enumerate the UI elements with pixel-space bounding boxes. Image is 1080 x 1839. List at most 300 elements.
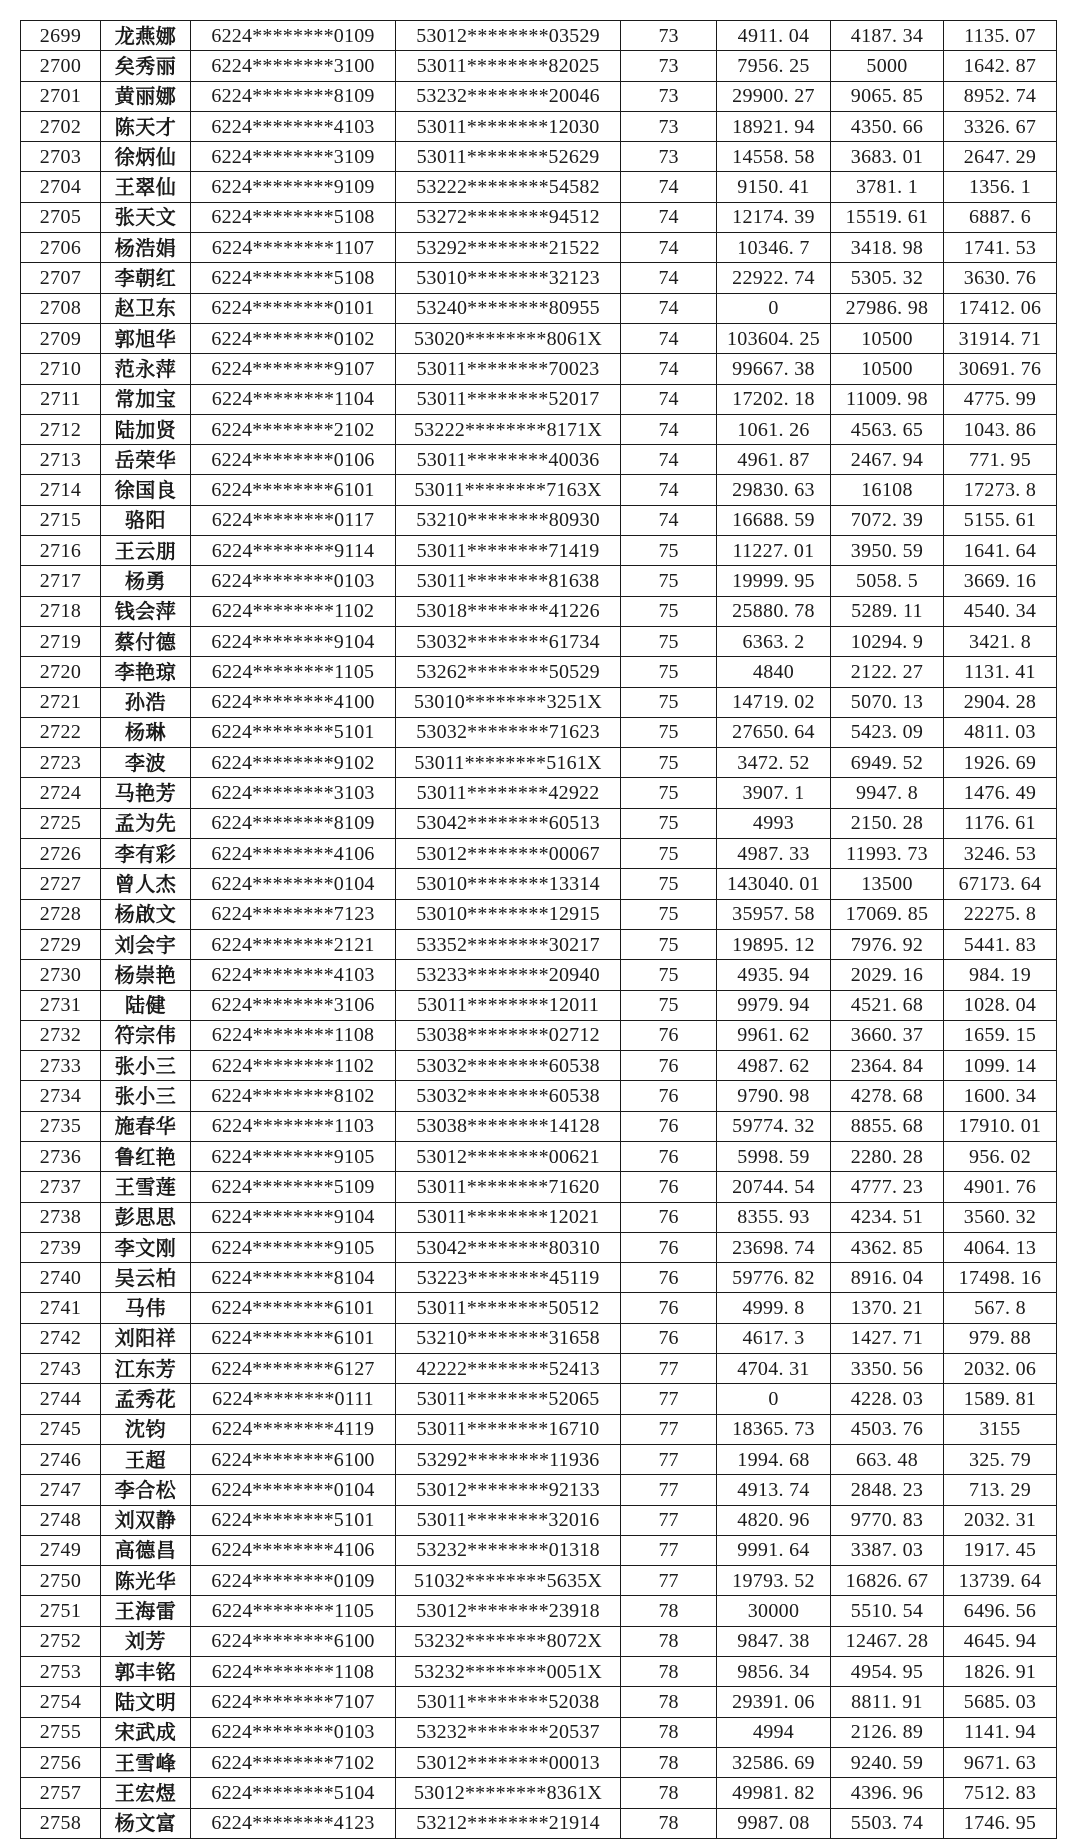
cell-card-number: 6224********4106 xyxy=(191,1535,396,1565)
cell-sequence: 2722 xyxy=(21,717,101,747)
cell-amount-2: 4396. 96 xyxy=(831,1778,944,1808)
cell-name: 高德昌 xyxy=(101,1535,191,1565)
cell-sequence: 2754 xyxy=(21,1687,101,1717)
cell-sequence: 2749 xyxy=(21,1535,101,1565)
cell-code: 76 xyxy=(621,1111,717,1141)
cell-sequence: 2702 xyxy=(21,111,101,141)
cell-amount-1: 4935. 94 xyxy=(717,960,831,990)
cell-id-number: 53011********52017 xyxy=(396,384,621,414)
cell-id-number: 53011********12030 xyxy=(396,111,621,141)
cell-id-number: 53011********50512 xyxy=(396,1293,621,1323)
cell-code: 76 xyxy=(621,1172,717,1202)
cell-sequence: 2752 xyxy=(21,1626,101,1656)
cell-sequence: 2745 xyxy=(21,1414,101,1444)
table-row xyxy=(21,1808,1057,1838)
cell-amount-3: 17910. 01 xyxy=(944,1111,1057,1141)
cell-id-number: 53042********80310 xyxy=(396,1232,621,1262)
cell-amount-2: 2467. 94 xyxy=(831,445,944,475)
table-row xyxy=(21,748,1057,778)
cell-id-number: 53011********16710 xyxy=(396,1414,621,1444)
table-row xyxy=(21,414,1057,444)
cell-name: 蔡付德 xyxy=(101,626,191,656)
cell-card-number: 6224********9102 xyxy=(191,748,396,778)
cell-sequence: 2734 xyxy=(21,1081,101,1111)
cell-amount-3: 22275. 8 xyxy=(944,899,1057,929)
cell-amount-2: 2122. 27 xyxy=(831,657,944,687)
cell-amount-2: 7976. 92 xyxy=(831,929,944,959)
cell-amount-2: 5289. 11 xyxy=(831,596,944,626)
cell-id-number: 53232********0051X xyxy=(396,1657,621,1687)
cell-card-number: 6224********9109 xyxy=(191,172,396,202)
cell-name: 常加宝 xyxy=(101,384,191,414)
cell-name: 钱会萍 xyxy=(101,596,191,626)
cell-code: 75 xyxy=(621,899,717,929)
cell-amount-2: 17069. 85 xyxy=(831,899,944,929)
cell-name: 王翠仙 xyxy=(101,172,191,202)
cell-card-number: 6224********8109 xyxy=(191,808,396,838)
cell-id-number: 53011********52629 xyxy=(396,142,621,172)
cell-sequence: 2713 xyxy=(21,445,101,475)
cell-amount-3: 4540. 34 xyxy=(944,596,1057,626)
cell-card-number: 6224********6101 xyxy=(191,475,396,505)
cell-amount-3: 956. 02 xyxy=(944,1141,1057,1171)
cell-amount-2: 5000 xyxy=(831,51,944,81)
cell-id-number: 53222********54582 xyxy=(396,172,621,202)
cell-amount-3: 17273. 8 xyxy=(944,475,1057,505)
cell-amount-3: 984. 19 xyxy=(944,960,1057,990)
cell-id-number: 53232********20537 xyxy=(396,1717,621,1747)
cell-sequence: 2751 xyxy=(21,1596,101,1626)
cell-card-number: 6224********9104 xyxy=(191,626,396,656)
cell-code: 74 xyxy=(621,263,717,293)
cell-amount-1: 9790. 98 xyxy=(717,1081,831,1111)
cell-sequence: 2742 xyxy=(21,1323,101,1353)
cell-id-number: 53011********12021 xyxy=(396,1202,621,1232)
cell-amount-2: 2150. 28 xyxy=(831,808,944,838)
cell-amount-2: 11993. 73 xyxy=(831,839,944,869)
cell-sequence: 2720 xyxy=(21,657,101,687)
cell-amount-2: 4503. 76 xyxy=(831,1414,944,1444)
cell-id-number: 42222********52413 xyxy=(396,1354,621,1384)
cell-code: 74 xyxy=(621,475,717,505)
cell-amount-1: 18921. 94 xyxy=(717,111,831,141)
cell-name: 沈钧 xyxy=(101,1414,191,1444)
cell-amount-2: 10294. 9 xyxy=(831,626,944,656)
cell-sequence: 2729 xyxy=(21,929,101,959)
cell-amount-3: 1589. 81 xyxy=(944,1384,1057,1414)
cell-code: 77 xyxy=(621,1566,717,1596)
cell-code: 77 xyxy=(621,1475,717,1505)
cell-amount-3: 17498. 16 xyxy=(944,1263,1057,1293)
table-row xyxy=(21,1505,1057,1535)
cell-amount-1: 22922. 74 xyxy=(717,263,831,293)
cell-id-number: 53042********60513 xyxy=(396,808,621,838)
cell-sequence: 2728 xyxy=(21,899,101,929)
cell-id-number: 53272********94512 xyxy=(396,202,621,232)
cell-amount-1: 11227. 01 xyxy=(717,536,831,566)
cell-code: 73 xyxy=(621,142,717,172)
cell-amount-2: 4777. 23 xyxy=(831,1172,944,1202)
cell-amount-1: 3472. 52 xyxy=(717,748,831,778)
cell-card-number: 6224********1103 xyxy=(191,1111,396,1141)
cell-amount-2: 27986. 98 xyxy=(831,293,944,323)
cell-amount-1: 0 xyxy=(717,1384,831,1414)
cell-name: 李艳琼 xyxy=(101,657,191,687)
cell-name: 杨文富 xyxy=(101,1808,191,1838)
cell-amount-1: 4911. 04 xyxy=(717,21,831,51)
cell-amount-1: 9847. 38 xyxy=(717,1626,831,1656)
table-row xyxy=(21,990,1057,1020)
cell-id-number: 53032********61734 xyxy=(396,626,621,656)
cell-sequence: 2712 xyxy=(21,414,101,444)
cell-amount-1: 23698. 74 xyxy=(717,1232,831,1262)
cell-amount-3: 1476. 49 xyxy=(944,778,1057,808)
table-row xyxy=(21,960,1057,990)
spreadsheet-page xyxy=(20,20,1056,1839)
table-row xyxy=(21,323,1057,353)
cell-card-number: 6224********0111 xyxy=(191,1384,396,1414)
cell-id-number: 53011********82025 xyxy=(396,51,621,81)
table-row xyxy=(21,111,1057,141)
cell-amount-1: 35957. 58 xyxy=(717,899,831,929)
cell-amount-2: 3350. 56 xyxy=(831,1354,944,1384)
table-row xyxy=(21,626,1057,656)
cell-name: 李波 xyxy=(101,748,191,778)
cell-code: 74 xyxy=(621,172,717,202)
table-row xyxy=(21,475,1057,505)
cell-card-number: 6224********6101 xyxy=(191,1293,396,1323)
cell-amount-2: 9770. 83 xyxy=(831,1505,944,1535)
cell-name: 孟为先 xyxy=(101,808,191,838)
cell-card-number: 6224********1105 xyxy=(191,657,396,687)
cell-amount-3: 5685. 03 xyxy=(944,1687,1057,1717)
cell-id-number: 53011********52038 xyxy=(396,1687,621,1717)
cell-sequence: 2721 xyxy=(21,687,101,717)
table-row xyxy=(21,384,1057,414)
cell-name: 王宏煜 xyxy=(101,1778,191,1808)
cell-id-number: 53011********32016 xyxy=(396,1505,621,1535)
cell-amount-2: 4362. 85 xyxy=(831,1232,944,1262)
table-row xyxy=(21,1778,1057,1808)
cell-amount-1: 4913. 74 xyxy=(717,1475,831,1505)
cell-id-number: 53011********71419 xyxy=(396,536,621,566)
cell-sequence: 2706 xyxy=(21,233,101,263)
cell-id-number: 53032********60538 xyxy=(396,1051,621,1081)
cell-amount-3: 4811. 03 xyxy=(944,717,1057,747)
cell-amount-3: 2032. 06 xyxy=(944,1354,1057,1384)
table-row xyxy=(21,445,1057,475)
cell-code: 74 xyxy=(621,505,717,535)
cell-amount-1: 19895. 12 xyxy=(717,929,831,959)
cell-card-number: 6224********4119 xyxy=(191,1414,396,1444)
cell-card-number: 6224********3100 xyxy=(191,51,396,81)
cell-card-number: 6224********4123 xyxy=(191,1808,396,1838)
cell-sequence: 2715 xyxy=(21,505,101,535)
cell-code: 75 xyxy=(621,808,717,838)
cell-sequence: 2708 xyxy=(21,293,101,323)
cell-amount-2: 8855. 68 xyxy=(831,1111,944,1141)
cell-amount-2: 3660. 37 xyxy=(831,1020,944,1050)
cell-amount-2: 1427. 71 xyxy=(831,1323,944,1353)
cell-code: 76 xyxy=(621,1293,717,1323)
cell-name: 陈光华 xyxy=(101,1566,191,1596)
cell-sequence: 2709 xyxy=(21,323,101,353)
cell-card-number: 6224********1108 xyxy=(191,1657,396,1687)
cell-id-number: 53032********71623 xyxy=(396,717,621,747)
cell-card-number: 6224********9105 xyxy=(191,1141,396,1171)
cell-amount-1: 16688. 59 xyxy=(717,505,831,535)
table-row xyxy=(21,1232,1057,1262)
cell-amount-3: 1141. 94 xyxy=(944,1717,1057,1747)
cell-amount-3: 30691. 76 xyxy=(944,354,1057,384)
cell-amount-3: 3560. 32 xyxy=(944,1202,1057,1232)
cell-sequence: 2717 xyxy=(21,566,101,596)
cell-amount-2: 5423. 09 xyxy=(831,717,944,747)
cell-amount-1: 17202. 18 xyxy=(717,384,831,414)
cell-card-number: 6224********6127 xyxy=(191,1354,396,1384)
cell-card-number: 6224********3106 xyxy=(191,990,396,1020)
cell-id-number: 53011********12011 xyxy=(396,990,621,1020)
cell-id-number: 53011********7163X xyxy=(396,475,621,505)
cell-amount-1: 9987. 08 xyxy=(717,1808,831,1838)
cell-sequence: 2758 xyxy=(21,1808,101,1838)
cell-sequence: 2704 xyxy=(21,172,101,202)
cell-sequence: 2744 xyxy=(21,1384,101,1414)
cell-code: 75 xyxy=(621,748,717,778)
cell-sequence: 2733 xyxy=(21,1051,101,1081)
cell-amount-1: 99667. 38 xyxy=(717,354,831,384)
cell-code: 73 xyxy=(621,81,717,111)
table-row xyxy=(21,1747,1057,1777)
table-row xyxy=(21,1535,1057,1565)
table-row xyxy=(21,1626,1057,1656)
cell-amount-3: 771. 95 xyxy=(944,445,1057,475)
cell-amount-3: 1926. 69 xyxy=(944,748,1057,778)
cell-code: 75 xyxy=(621,596,717,626)
cell-amount-1: 4961. 87 xyxy=(717,445,831,475)
cell-amount-2: 13500 xyxy=(831,869,944,899)
cell-id-number: 53012********00013 xyxy=(396,1747,621,1777)
cell-card-number: 6224********1102 xyxy=(191,596,396,626)
cell-code: 77 xyxy=(621,1505,717,1535)
cell-amount-1: 9991. 64 xyxy=(717,1535,831,1565)
cell-sequence: 2755 xyxy=(21,1717,101,1747)
table-row xyxy=(21,1172,1057,1202)
cell-id-number: 53011********40036 xyxy=(396,445,621,475)
cell-amount-2: 4187. 34 xyxy=(831,21,944,51)
table-row xyxy=(21,1596,1057,1626)
cell-card-number: 6224********5108 xyxy=(191,263,396,293)
cell-sequence: 2719 xyxy=(21,626,101,656)
cell-card-number: 6224********5109 xyxy=(191,1172,396,1202)
cell-code: 77 xyxy=(621,1384,717,1414)
cell-amount-3: 4775. 99 xyxy=(944,384,1057,414)
table-row xyxy=(21,233,1057,263)
cell-amount-3: 3669. 16 xyxy=(944,566,1057,596)
cell-code: 75 xyxy=(621,929,717,959)
table-row xyxy=(21,717,1057,747)
cell-amount-2: 9065. 85 xyxy=(831,81,944,111)
cell-id-number: 53012********23918 xyxy=(396,1596,621,1626)
cell-amount-1: 4987. 62 xyxy=(717,1051,831,1081)
cell-amount-3: 2647. 29 xyxy=(944,142,1057,172)
cell-amount-2: 3950. 59 xyxy=(831,536,944,566)
cell-code: 75 xyxy=(621,869,717,899)
table-row xyxy=(21,1020,1057,1050)
cell-sequence: 2748 xyxy=(21,1505,101,1535)
cell-card-number: 6224********9114 xyxy=(191,536,396,566)
cell-amount-1: 4987. 33 xyxy=(717,839,831,869)
cell-amount-2: 6949. 52 xyxy=(831,748,944,778)
cell-code: 77 xyxy=(621,1354,717,1384)
cell-amount-2: 4521. 68 xyxy=(831,990,944,1020)
cell-card-number: 6224********3103 xyxy=(191,778,396,808)
cell-amount-3: 9671. 63 xyxy=(944,1747,1057,1777)
cell-card-number: 6224********0103 xyxy=(191,1717,396,1747)
cell-sequence: 2756 xyxy=(21,1747,101,1777)
cell-code: 77 xyxy=(621,1444,717,1474)
cell-id-number: 53232********20046 xyxy=(396,81,621,111)
cell-code: 76 xyxy=(621,1232,717,1262)
cell-amount-3: 3630. 76 xyxy=(944,263,1057,293)
cell-amount-3: 17412. 06 xyxy=(944,293,1057,323)
cell-amount-3: 3421. 8 xyxy=(944,626,1057,656)
cell-name: 王云朋 xyxy=(101,536,191,566)
table-row xyxy=(21,1141,1057,1171)
cell-name: 鲁红艳 xyxy=(101,1141,191,1171)
cell-amount-1: 4999. 8 xyxy=(717,1293,831,1323)
cell-amount-2: 8916. 04 xyxy=(831,1263,944,1293)
cell-amount-2: 3418. 98 xyxy=(831,233,944,263)
cell-name: 杨崇艳 xyxy=(101,960,191,990)
cell-code: 78 xyxy=(621,1747,717,1777)
cell-amount-3: 7512. 83 xyxy=(944,1778,1057,1808)
cell-sequence: 2746 xyxy=(21,1444,101,1474)
cell-amount-3: 1176. 61 xyxy=(944,808,1057,838)
cell-sequence: 2730 xyxy=(21,960,101,990)
table-row xyxy=(21,839,1057,869)
cell-card-number: 6224********6101 xyxy=(191,1323,396,1353)
cell-id-number: 51032********5635X xyxy=(396,1566,621,1596)
cell-amount-1: 59776. 82 xyxy=(717,1263,831,1293)
cell-name: 王雪莲 xyxy=(101,1172,191,1202)
cell-card-number: 6224********0104 xyxy=(191,1475,396,1505)
cell-amount-1: 4994 xyxy=(717,1717,831,1747)
table-row xyxy=(21,687,1057,717)
cell-card-number: 6224********1104 xyxy=(191,384,396,414)
table-row xyxy=(21,808,1057,838)
cell-amount-3: 67173. 64 xyxy=(944,869,1057,899)
cell-amount-1: 14558. 58 xyxy=(717,142,831,172)
cell-amount-1: 1994. 68 xyxy=(717,1444,831,1474)
cell-amount-1: 20744. 54 xyxy=(717,1172,831,1202)
cell-amount-2: 3781. 1 xyxy=(831,172,944,202)
cell-card-number: 6224********1107 xyxy=(191,233,396,263)
cell-name: 杨啟文 xyxy=(101,899,191,929)
cell-card-number: 6224********0104 xyxy=(191,869,396,899)
cell-card-number: 6224********4103 xyxy=(191,111,396,141)
cell-id-number: 53010********3251X xyxy=(396,687,621,717)
data-table xyxy=(20,20,1057,1839)
cell-id-number: 53011********81638 xyxy=(396,566,621,596)
table-row xyxy=(21,81,1057,111)
cell-name: 王超 xyxy=(101,1444,191,1474)
cell-name: 陆加贤 xyxy=(101,414,191,444)
cell-amount-2: 12467. 28 xyxy=(831,1626,944,1656)
cell-sequence: 2703 xyxy=(21,142,101,172)
cell-id-number: 53011********71620 xyxy=(396,1172,621,1202)
cell-name: 陆文明 xyxy=(101,1687,191,1717)
cell-amount-3: 1135. 07 xyxy=(944,21,1057,51)
cell-amount-1: 59774. 32 xyxy=(717,1111,831,1141)
cell-amount-3: 567. 8 xyxy=(944,1293,1057,1323)
cell-name: 张天文 xyxy=(101,202,191,232)
table-row xyxy=(21,566,1057,596)
cell-code: 75 xyxy=(621,778,717,808)
cell-amount-2: 7072. 39 xyxy=(831,505,944,535)
table-row xyxy=(21,1081,1057,1111)
cell-id-number: 53010********12915 xyxy=(396,899,621,929)
cell-amount-2: 15519. 61 xyxy=(831,202,944,232)
table-row xyxy=(21,657,1057,687)
cell-sequence: 2736 xyxy=(21,1141,101,1171)
cell-card-number: 6224********9104 xyxy=(191,1202,396,1232)
cell-name: 杨琳 xyxy=(101,717,191,747)
table-row xyxy=(21,1414,1057,1444)
cell-amount-1: 6363. 2 xyxy=(717,626,831,656)
cell-amount-3: 1741. 53 xyxy=(944,233,1057,263)
cell-amount-2: 5070. 13 xyxy=(831,687,944,717)
cell-amount-3: 31914. 71 xyxy=(944,323,1057,353)
cell-card-number: 6224********0109 xyxy=(191,21,396,51)
cell-card-number: 6224********5101 xyxy=(191,1505,396,1535)
cell-name: 郭旭华 xyxy=(101,323,191,353)
cell-id-number: 53011********42922 xyxy=(396,778,621,808)
cell-sequence: 2707 xyxy=(21,263,101,293)
cell-amount-3: 1826. 91 xyxy=(944,1657,1057,1687)
cell-id-number: 53223********45119 xyxy=(396,1263,621,1293)
cell-name: 江东芳 xyxy=(101,1354,191,1384)
cell-amount-2: 4350. 66 xyxy=(831,111,944,141)
cell-code: 78 xyxy=(621,1717,717,1747)
cell-amount-1: 27650. 64 xyxy=(717,717,831,747)
cell-amount-1: 14719. 02 xyxy=(717,687,831,717)
table-row xyxy=(21,21,1057,51)
cell-card-number: 6224********6100 xyxy=(191,1626,396,1656)
cell-name: 宋武成 xyxy=(101,1717,191,1747)
cell-amount-2: 5503. 74 xyxy=(831,1808,944,1838)
cell-card-number: 6224********5108 xyxy=(191,202,396,232)
cell-amount-1: 49981. 82 xyxy=(717,1778,831,1808)
cell-card-number: 6224********0102 xyxy=(191,323,396,353)
cell-code: 76 xyxy=(621,1202,717,1232)
table-row xyxy=(21,1323,1057,1353)
cell-sequence: 2699 xyxy=(21,21,101,51)
table-row xyxy=(21,929,1057,959)
cell-id-number: 53292********21522 xyxy=(396,233,621,263)
table-row xyxy=(21,1354,1057,1384)
table-row xyxy=(21,1566,1057,1596)
cell-amount-3: 5441. 83 xyxy=(944,929,1057,959)
cell-code: 78 xyxy=(621,1687,717,1717)
cell-amount-2: 3387. 03 xyxy=(831,1535,944,1565)
cell-amount-1: 12174. 39 xyxy=(717,202,831,232)
cell-amount-3: 1642. 87 xyxy=(944,51,1057,81)
cell-sequence: 2725 xyxy=(21,808,101,838)
cell-amount-3: 1659. 15 xyxy=(944,1020,1057,1050)
cell-card-number: 6224********0106 xyxy=(191,445,396,475)
cell-code: 74 xyxy=(621,354,717,384)
